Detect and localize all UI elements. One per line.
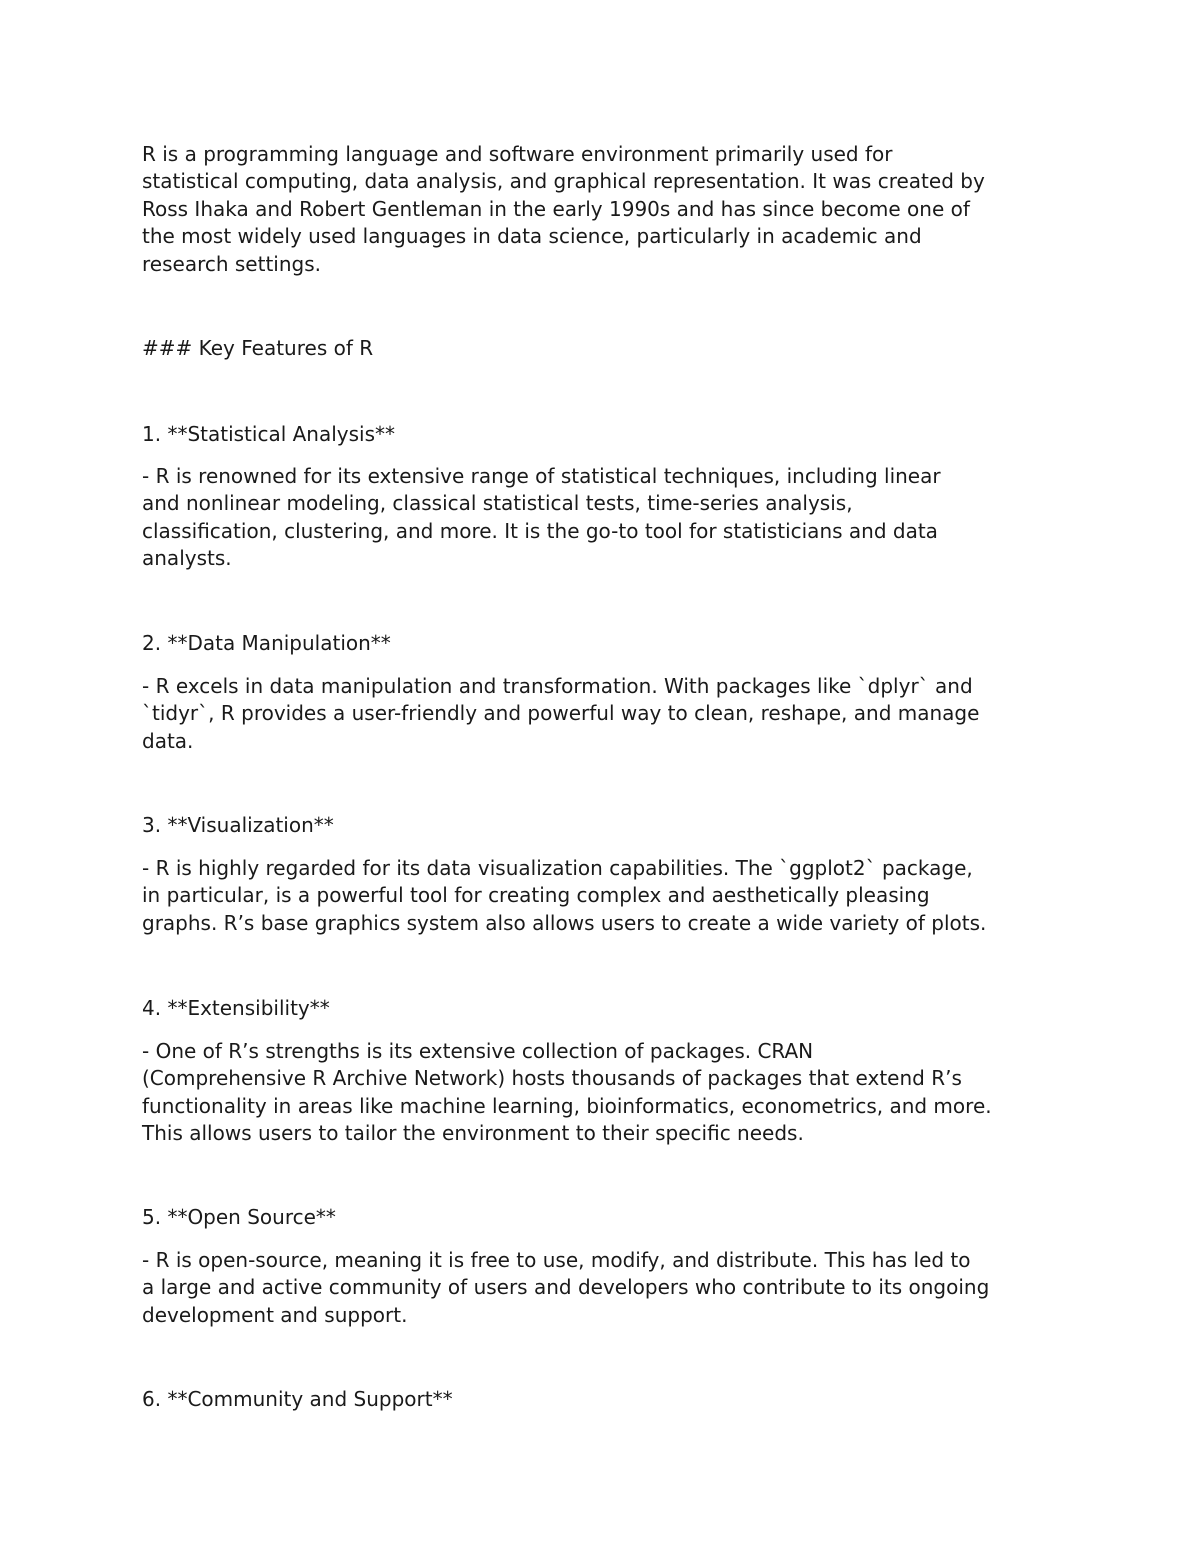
feature-body-extensibility: - One of R’s strengths is its extensive collection of packages. CRAN (Comprehensive R Archive Network) hosts thousands of packages that extend R’s functionality in areas like machine learning, bioinformatics, econometrics, and more. This allows users to tailor the environment to their specific needs. (142, 1039, 992, 1146)
feature-body-data-manipulation: - R excels in data manipulation and transformation. With packages like `dplyr` and `tidyr`, R provides a user-friendly and powerful way to clean, reshape, and manage data. (142, 674, 980, 753)
section-heading: ### Key Features of R (142, 336, 374, 360)
feature-title-visualization: 3. **Visualization** (142, 813, 334, 837)
feature-body-statistical-analysis: - R is renowned for its extensive range of statistical techniques, including linear and nonlinear modeling, classical statistical tests, time-series analysis, classification, clustering, and more. It is the go-to tool for statisticians and data analysts. (142, 464, 941, 571)
feature-title-extensibility: 4. **Extensibility** (142, 996, 330, 1020)
intro-paragraph: R is a programming language and software environment primarily used for statistical computing, data analysis, and graphical representation. It was created by Ross Ihaka and Robert Gentleman in the early 1990s and has since become one of the most widely used languages in data science, particularly in academic and research settings. (142, 142, 985, 276)
feature-title-community-support: 6. **Community and Support** (142, 1387, 453, 1411)
feature-body-open-source: - R is open-source, meaning it is free to use, modify, and distribute. This has led to a large and active community of users and developers who contribute to its ongoing development and support. (142, 1248, 990, 1327)
feature-body-visualization: - R is highly regarded for its data visualization capabilities. The `ggplot2` package, in particular, is a powerful tool for creating complex and aesthetically pleasing graphs. R’s base graphics system also allows users to create a wide variety of plots. (142, 856, 987, 935)
feature-title-data-manipulation: 2. **Data Manipulation** (142, 631, 391, 655)
feature-title-statistical-analysis: 1. **Statistical Analysis** (142, 422, 396, 446)
feature-title-open-source: 5. **Open Source** (142, 1205, 336, 1229)
